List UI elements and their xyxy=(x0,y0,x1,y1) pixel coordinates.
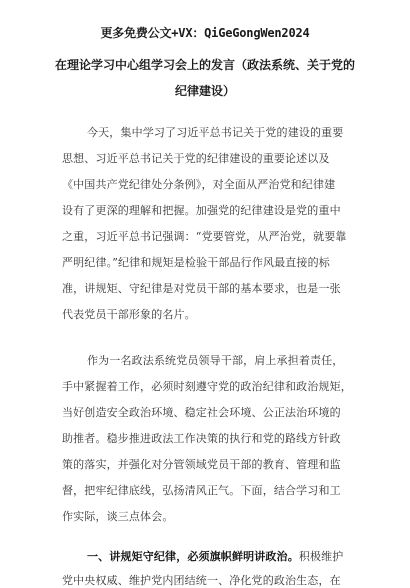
paragraph-3-line-2: 党中央权威、维护党内团结统一、净化党的政治生态，在 xyxy=(62,574,341,587)
paragraph-1-line-3: 《中国共产党纪律处分条例》，对全面从严治党和纪律建 xyxy=(62,178,336,191)
paragraph-2-line-5: 策的落实，并强化对分管领域党员干部的教育、管理和监 xyxy=(62,458,341,471)
paragraph-2-line-6: 督，把牢纪律底线，弘扬清风正气。下面，结合学习和工 xyxy=(62,484,341,497)
paragraph-1-line-4: 设有了更深的理解和把握。加强党的纪律建设是党的重中 xyxy=(62,204,341,217)
paragraph-1-line-2: 思想、习近平总书记关于党的纪律建设的重要论述以及 xyxy=(62,152,330,165)
paragraph-2-line-2: 手中紧握着工作，必须时刻遵守党的政治纪律和政治规矩， xyxy=(62,380,352,393)
paragraph-3-line-1 xyxy=(87,548,343,564)
paragraph-1-line-6: 严明纪律。”纪律和规矩是检验干部品行作风最直接的标 xyxy=(62,256,330,269)
section-heading-1: 一、讲规矩守纪律，必须旗帜鲜明讲政治。 xyxy=(87,550,299,563)
document-title-line-1: 在理论学习中心组学习会上的发言（政法系统、关于党的 xyxy=(54,58,355,72)
document-title-line-2: 纪律建设） xyxy=(174,84,235,98)
paragraph-2-line-1: 作为一名政法系统党员领导干部，肩上承担着责任， xyxy=(87,354,344,367)
watermark-header: 更多免费公文+VX：QiGeGongWen2024 xyxy=(100,26,310,40)
paragraph-1-line-7: 准，讲规矩、守纪律是对党员干部的基本要求，也是一张 xyxy=(62,282,341,295)
paragraph-1-line-1: 今天，集中学习了习近平总书记关于党的建设的重要 xyxy=(87,126,344,139)
paragraph-1-line-5: 之重，习近平总书记强调：“党要管党，从严治党，就要靠 xyxy=(62,230,347,243)
paragraph-3-line-1-rest: 积极维护 xyxy=(298,550,344,563)
paragraph-2-line-3: 当好创造安全政治环境、稳定社会环境、公正法治环境的 xyxy=(62,406,341,419)
paragraph-2-line-7: 作实际，谈三点体会。 xyxy=(62,510,174,523)
paragraph-2-line-4: 助推者。稳步推进政法工作决策的执行和党的路线方针政 xyxy=(62,432,341,445)
paragraph-1-line-8: 代表党员干部形象的名片。 xyxy=(62,308,196,321)
